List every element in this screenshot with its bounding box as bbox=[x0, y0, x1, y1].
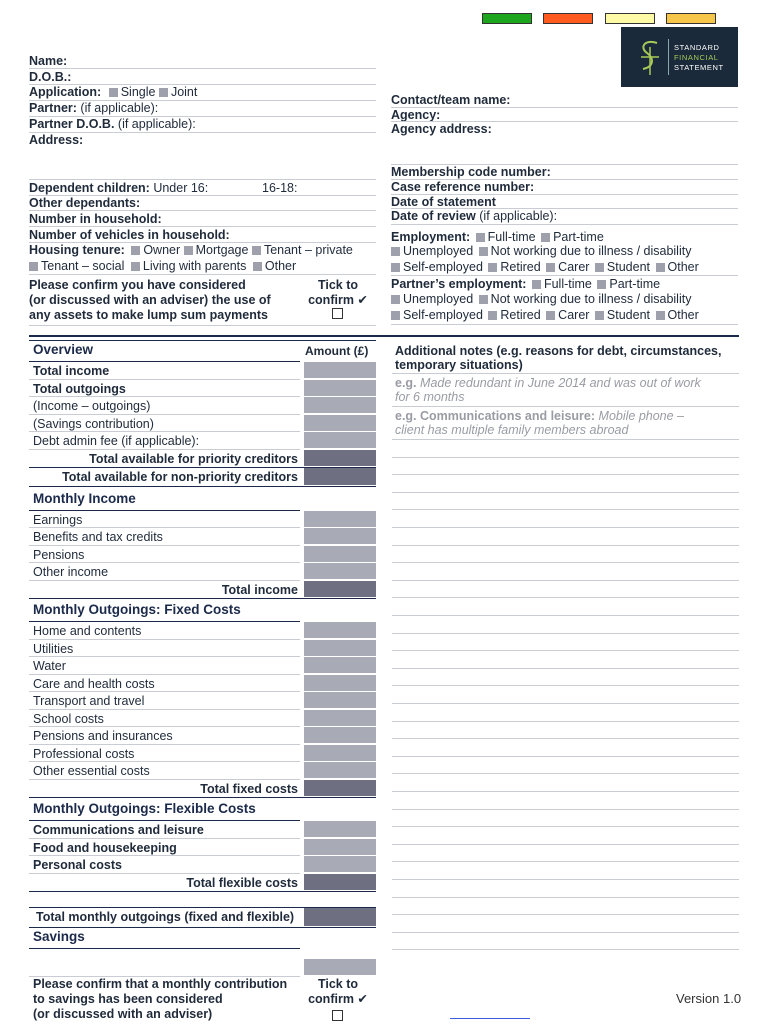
emp-illness-checkbox[interactable] bbox=[479, 247, 488, 256]
total-nonpriority-creditors: Total available for non-priority creditors bbox=[62, 470, 298, 484]
household-label: Number in household: bbox=[29, 212, 162, 226]
note-line[interactable] bbox=[392, 562, 739, 563]
logo-text: STANDARD FINANCIAL STATEMENT bbox=[674, 43, 724, 72]
emp-student-checkbox[interactable] bbox=[595, 263, 604, 272]
note-line[interactable] bbox=[392, 914, 739, 915]
total-underline bbox=[29, 797, 376, 798]
row-divider bbox=[29, 709, 300, 710]
note-line[interactable] bbox=[392, 791, 739, 792]
overview-total-income: Total income bbox=[33, 364, 110, 378]
overview-savings-contribution-amount-cell[interactable] bbox=[304, 415, 376, 431]
overview-total-outgoings-amount-cell[interactable] bbox=[304, 380, 376, 396]
p-emp-retired-checkbox[interactable] bbox=[488, 311, 497, 320]
divider bbox=[29, 179, 376, 180]
p-emp-unemployed-checkbox[interactable] bbox=[391, 295, 400, 304]
emp-other-checkbox[interactable] bbox=[656, 263, 665, 272]
swatch-yellow-light bbox=[605, 13, 655, 24]
savings-title: Savings bbox=[33, 928, 85, 944]
contact-label: Contact/team name: bbox=[391, 93, 511, 107]
fixed-row: Utilities bbox=[33, 641, 74, 656]
divider bbox=[29, 226, 376, 227]
flexible-row: Personal costs bbox=[33, 858, 122, 872]
fixed-row-amount-cell[interactable] bbox=[304, 745, 376, 761]
partner-employment-row-3: Self-employed Retired Carer Student Other bbox=[391, 308, 699, 322]
overview-title: Overview bbox=[33, 342, 94, 357]
header-underline bbox=[29, 820, 300, 821]
fixed-row-amount-cell[interactable] bbox=[304, 727, 376, 743]
note-line[interactable] bbox=[392, 879, 739, 880]
sfs-logo bbox=[621, 27, 738, 87]
note-line[interactable] bbox=[392, 650, 739, 651]
flexible-row-amount-cell[interactable] bbox=[304, 856, 376, 872]
income-row-amount-cell[interactable] bbox=[304, 528, 376, 544]
swatch-yellow bbox=[666, 13, 716, 24]
flexible-costs-title: Monthly Outgoings: Flexible Costs bbox=[33, 801, 256, 816]
fixed-costs-title: Monthly Outgoings: Fixed Costs bbox=[33, 602, 241, 617]
footer-link-underline bbox=[450, 1018, 530, 1019]
note-line[interactable] bbox=[392, 597, 739, 598]
application-row: Application: Single Joint bbox=[29, 85, 198, 99]
divider bbox=[29, 210, 376, 211]
total-underline bbox=[29, 891, 376, 892]
fixed-row: School costs bbox=[33, 711, 104, 726]
row-divider bbox=[29, 656, 300, 657]
note-line[interactable] bbox=[392, 897, 739, 898]
fixed-row-amount-cell[interactable] bbox=[304, 675, 376, 691]
note-line[interactable] bbox=[392, 703, 739, 704]
fixed-row: Home and contents bbox=[33, 624, 142, 638]
overview-savings-contribution: (Savings contribution) bbox=[33, 416, 154, 431]
fixed-row: Care and health costs bbox=[33, 676, 155, 691]
row-divider bbox=[29, 414, 300, 415]
divider bbox=[391, 107, 738, 108]
row-divider bbox=[29, 396, 300, 397]
row-divider bbox=[29, 674, 300, 675]
note-line[interactable] bbox=[392, 580, 739, 581]
partner-employment-row-1: Partner’s employment: Full-time Part-time bbox=[391, 277, 661, 291]
p-emp-part-time-checkbox[interactable] bbox=[597, 280, 606, 289]
notes-title: Additional notes (e.g. reasons for debt, circumstances, temporary situations) bbox=[395, 344, 722, 372]
emp-unemployed-checkbox[interactable] bbox=[391, 247, 400, 256]
emp-retired-checkbox[interactable] bbox=[488, 263, 497, 272]
header-underline bbox=[29, 948, 300, 949]
row-divider bbox=[29, 431, 300, 432]
divider bbox=[391, 324, 738, 325]
date-statement-label: Date of statement bbox=[391, 195, 496, 209]
emp-part-time-checkbox[interactable] bbox=[541, 233, 550, 242]
emp-full-time-checkbox[interactable] bbox=[476, 233, 485, 242]
divider bbox=[29, 68, 376, 69]
total-monthly-underline bbox=[29, 927, 376, 928]
row-divider bbox=[29, 726, 300, 727]
amount-header: Amount (£) bbox=[305, 344, 369, 358]
divider bbox=[391, 224, 738, 225]
total-underline bbox=[29, 486, 376, 487]
row-divider bbox=[29, 379, 300, 380]
table-top-border bbox=[29, 340, 376, 341]
vehicles-label: Number of vehicles in household: bbox=[29, 228, 230, 242]
note-line[interactable] bbox=[392, 809, 739, 810]
income-total: Total income bbox=[221, 582, 298, 597]
tenure-other-checkbox[interactable] bbox=[253, 262, 262, 271]
income-row: Other income bbox=[33, 565, 109, 579]
row-divider bbox=[29, 744, 300, 745]
note-line[interactable] bbox=[392, 773, 739, 774]
note-line[interactable] bbox=[392, 861, 739, 862]
employment-row-3: Self-employed Retired Carer Student Other bbox=[391, 260, 699, 274]
fixed-row: Other essential costs bbox=[33, 764, 150, 778]
fixed-row: Water bbox=[33, 659, 66, 673]
overview-debt-admin-fee: Debt admin fee (if applicable): bbox=[33, 434, 200, 448]
agency-address-label: Agency address: bbox=[391, 122, 492, 136]
note-line[interactable] bbox=[392, 492, 739, 493]
note-line[interactable] bbox=[392, 826, 739, 827]
savings-confirm-checkbox[interactable] bbox=[332, 1010, 343, 1021]
tenant-private-checkbox[interactable] bbox=[252, 246, 261, 255]
version-label: Version 1.0 bbox=[676, 991, 742, 1006]
note-line[interactable] bbox=[392, 932, 739, 933]
row-divider bbox=[29, 449, 300, 450]
total-nonpriority-creditors-amount-cell[interactable] bbox=[304, 468, 376, 485]
emp-self-employed-checkbox[interactable] bbox=[391, 263, 400, 272]
row-divider bbox=[29, 855, 300, 856]
p-emp-full-time-checkbox[interactable] bbox=[532, 280, 541, 289]
note-line[interactable] bbox=[392, 668, 739, 669]
date-review-row: Date of review (if applicable): bbox=[391, 209, 558, 223]
fixed-row-amount-cell[interactable] bbox=[304, 657, 376, 673]
owner-checkbox[interactable] bbox=[131, 246, 140, 255]
overview-income-minus-outgoings: (Income – outgoings) bbox=[33, 399, 151, 413]
row-divider bbox=[29, 545, 300, 546]
fixed-row: Pensions and insurances bbox=[33, 729, 173, 743]
employment-row-2: Unemployed Not working due to illness / disability bbox=[391, 244, 691, 258]
mortgage-checkbox[interactable] bbox=[184, 246, 193, 255]
note-line[interactable] bbox=[392, 844, 739, 845]
p-emp-illness-checkbox[interactable] bbox=[479, 295, 488, 304]
income-row-amount-cell[interactable] bbox=[304, 563, 376, 579]
note-line[interactable] bbox=[392, 615, 739, 616]
p-emp-student-checkbox[interactable] bbox=[595, 311, 604, 320]
sfs-logo-icon bbox=[635, 37, 665, 77]
address-label: Address: bbox=[29, 133, 84, 147]
income-row: Earnings bbox=[33, 512, 83, 527]
divider bbox=[29, 325, 376, 326]
fixed-row: Transport and travel bbox=[33, 694, 145, 708]
savings-question: Please confirm that a monthly contribution to savings has been considered (or discussed with an adviser) bbox=[33, 976, 288, 1021]
income-row-amount-cell[interactable] bbox=[304, 546, 376, 562]
membership-label: Membership code number: bbox=[391, 165, 551, 179]
total-underline bbox=[29, 598, 376, 599]
other-dependants-label: Other dependants: bbox=[29, 196, 141, 210]
housing-tenure-row-2: Tenant – social Living with parents Other bbox=[29, 259, 296, 273]
note-line[interactable] bbox=[392, 721, 739, 722]
p-emp-other-checkbox[interactable] bbox=[656, 311, 665, 320]
income-row: Benefits and tax credits bbox=[33, 530, 163, 544]
note-line[interactable] bbox=[392, 527, 739, 528]
flexible-row: Food and housekeeping bbox=[33, 840, 177, 855]
partner-row: Partner: (if applicable): bbox=[29, 101, 159, 115]
flexible-row-amount-cell[interactable] bbox=[304, 839, 376, 855]
divider bbox=[391, 275, 738, 276]
tick-to-confirm-savings: Tick to confirm ✔ bbox=[308, 976, 368, 1006]
section-divider bbox=[29, 335, 739, 337]
note-line[interactable] bbox=[392, 949, 739, 950]
note-line[interactable] bbox=[392, 474, 739, 475]
single-checkbox[interactable] bbox=[109, 88, 118, 97]
fixed-row-amount-cell[interactable] bbox=[304, 710, 376, 726]
row-divider bbox=[29, 873, 300, 874]
assets-question: Please confirm you have considered (or discussed with an adviser) the use of any assets to make lump sum payments bbox=[29, 278, 271, 322]
partner-dob-row: Partner D.O.B. (if applicable): bbox=[29, 117, 196, 131]
overview-total-income-amount-cell[interactable] bbox=[304, 362, 376, 378]
row-divider bbox=[29, 639, 300, 640]
total-priority-creditors-amount-cell[interactable] bbox=[304, 450, 376, 467]
fixed-row-amount-cell[interactable] bbox=[304, 692, 376, 708]
fixed-row: Professional costs bbox=[33, 746, 135, 761]
dependent-children-row: Dependent children: Under 16: bbox=[29, 181, 209, 195]
name-label: Name: bbox=[29, 54, 68, 68]
emp-carer-checkbox[interactable] bbox=[546, 263, 555, 272]
tick-to-confirm-assets: Tick to confirm ✔ bbox=[308, 278, 368, 307]
p-emp-self-employed-checkbox[interactable] bbox=[391, 311, 400, 320]
overview-income-minus-outgoings-amount-cell[interactable] bbox=[304, 397, 376, 413]
logo-separator bbox=[668, 39, 669, 75]
note-line[interactable] bbox=[392, 457, 739, 458]
note-line[interactable] bbox=[392, 545, 739, 546]
flexible-total-amount-cell[interactable] bbox=[304, 874, 376, 891]
age-16-18-label: 16-18: bbox=[262, 181, 298, 195]
row-divider bbox=[29, 691, 300, 692]
note-line[interactable] bbox=[392, 738, 739, 739]
agency-label: Agency: bbox=[391, 108, 441, 122]
swatch-orange bbox=[543, 13, 593, 24]
income-row-amount-cell[interactable] bbox=[304, 511, 376, 527]
row-divider bbox=[29, 562, 300, 563]
fixed-total-amount-cell[interactable] bbox=[304, 780, 376, 797]
p-emp-carer-checkbox[interactable] bbox=[546, 311, 555, 320]
note-line[interactable] bbox=[392, 756, 739, 757]
living-with-parents-checkbox[interactable] bbox=[131, 262, 140, 271]
tenant-social-checkbox[interactable] bbox=[29, 262, 38, 271]
total-monthly-outgoings: Total monthly outgoings (fixed and flexible) bbox=[36, 910, 295, 924]
assets-confirm-checkbox[interactable] bbox=[332, 308, 343, 319]
note-line[interactable] bbox=[392, 439, 739, 440]
note-line[interactable] bbox=[392, 509, 739, 510]
note-line bbox=[392, 406, 739, 407]
overview-debt-admin-fee-amount-cell[interactable] bbox=[304, 432, 376, 448]
header-underline bbox=[29, 621, 300, 622]
row-divider bbox=[29, 761, 300, 762]
row-divider bbox=[29, 527, 300, 528]
row-divider bbox=[29, 976, 300, 977]
note-line bbox=[392, 373, 739, 374]
flexible-row: Communications and leisure bbox=[33, 823, 204, 837]
flexible-total: Total flexible costs bbox=[186, 875, 298, 890]
monthly-income-title: Monthly Income bbox=[33, 490, 136, 506]
total-priority-creditors: Total available for priority creditors bbox=[89, 451, 298, 466]
overview-total-outgoings: Total outgoings bbox=[33, 381, 126, 396]
fixed-row-amount-cell[interactable] bbox=[304, 762, 376, 778]
dob-label: D.O.B.: bbox=[29, 70, 72, 84]
joint-checkbox[interactable] bbox=[159, 88, 168, 97]
case-ref-label: Case reference number: bbox=[391, 180, 535, 194]
fixed-row-amount-cell[interactable] bbox=[304, 640, 376, 656]
employment-row-1: Employment: Full-time Part-time bbox=[391, 230, 604, 244]
notes-example-2: e.g. Communications and leisure: Mobile phone – client has multiple family members abroad bbox=[395, 409, 685, 437]
total-monthly-outgoings-amount-cell[interactable] bbox=[304, 908, 376, 926]
note-line[interactable] bbox=[392, 685, 739, 686]
savings-amount-cell[interactable] bbox=[304, 959, 376, 975]
row-divider bbox=[29, 779, 300, 780]
single-option: Single bbox=[120, 85, 156, 99]
row-divider bbox=[29, 838, 300, 839]
notes-example-1: e.g. Made redundant in June 2014 and was out of work for 6 months bbox=[395, 376, 701, 404]
divider bbox=[29, 274, 376, 275]
swatch-green bbox=[482, 13, 532, 24]
row-divider bbox=[29, 580, 300, 581]
income-total-amount-cell[interactable] bbox=[304, 581, 376, 598]
header-underline bbox=[29, 361, 300, 362]
flexible-row-amount-cell[interactable] bbox=[304, 821, 376, 837]
housing-tenure-row-1: Housing tenure: Owner Mortgage Tenant – private bbox=[29, 243, 353, 257]
joint-option: Joint bbox=[170, 85, 198, 99]
partner-employment-row-2: Unemployed Not working due to illness / disability bbox=[391, 292, 691, 306]
income-row: Pensions bbox=[33, 547, 85, 562]
fixed-total: Total fixed costs bbox=[200, 781, 298, 796]
header-underline bbox=[29, 510, 300, 511]
fixed-row-amount-cell[interactable] bbox=[304, 622, 376, 638]
note-line[interactable] bbox=[392, 633, 739, 634]
